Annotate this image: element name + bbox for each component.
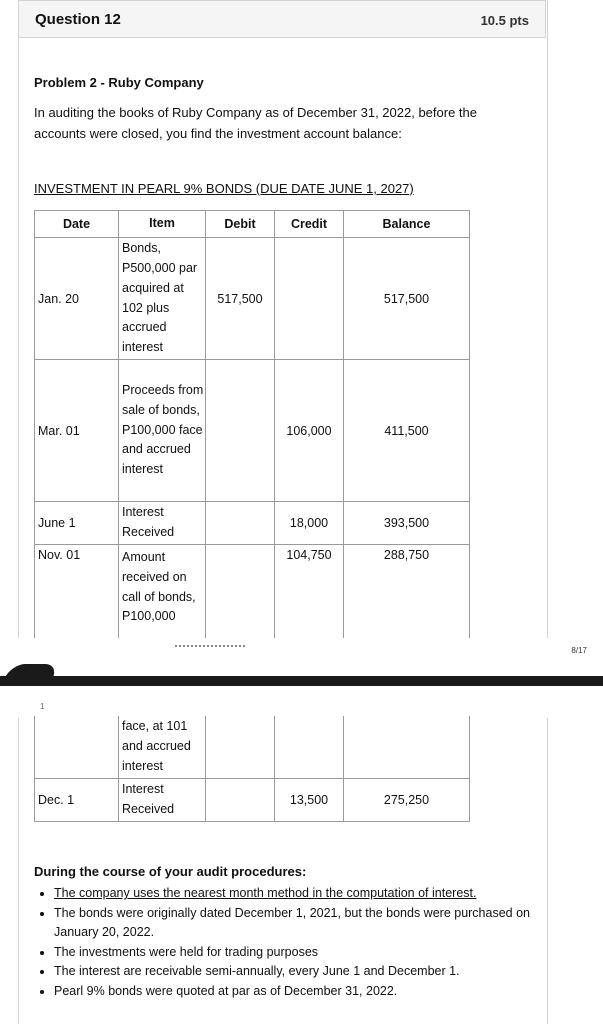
row-item: Proceeds from sale of bonds, P100,000 face and accrued interest — [119, 360, 206, 502]
header-date: Date — [35, 211, 119, 238]
problem-intro: In auditing the books of Ruby Company as of December 31, 2022, before the accounts were closed, you find the investment account balance: — [34, 105, 477, 141]
row-balance: 411,500 — [344, 360, 470, 502]
list-item: • Pearl 9% bonds were quoted at par as of December 31, 2022. — [54, 982, 534, 1002]
audit-heading: During the course of your audit procedures: — [34, 864, 307, 879]
row-balance — [344, 716, 470, 778]
divider — [175, 645, 245, 649]
table-row — [35, 502, 470, 545]
row-item: Amount received on call of bonds, P100,000 — [119, 545, 206, 641]
row-date — [35, 716, 119, 778]
list-item — [54, 884, 534, 904]
table-row — [35, 716, 470, 778]
question-header — [18, 0, 546, 38]
row-credit — [275, 716, 344, 778]
header-debit: Debit — [206, 211, 275, 238]
row-debit — [206, 778, 275, 821]
row-item: face, at 101 and accrued interest — [119, 716, 206, 778]
list-item: • The bonds were originally dated December 1, 2021, but the bonds were purchased on January 20, 2022. — [54, 904, 534, 943]
row-date: June 1 — [35, 502, 119, 545]
table-row — [35, 778, 470, 821]
row-item: Bonds, P500,000 par acquired at 102 plus accrued interest — [119, 238, 206, 360]
row-credit: 106,000 — [275, 360, 344, 502]
list-item: • The interest are receivable semi-annually, every June 1 and December 1. — [54, 962, 534, 982]
row-balance: 288,750 — [344, 545, 470, 641]
header-credit: Credit — [275, 211, 344, 238]
row-item: Interest Received — [119, 778, 206, 821]
table-row — [35, 360, 470, 502]
row-debit: 517,500 — [206, 238, 275, 360]
header-item: Item — [119, 211, 206, 238]
row-credit: 13,500 — [275, 778, 344, 821]
row-date: Jan. 20 — [35, 238, 119, 360]
ledger-table-continued — [34, 716, 470, 822]
table-row — [35, 545, 470, 641]
ledger-table — [34, 210, 470, 641]
ledger-header-row — [35, 211, 470, 238]
row-credit: 18,000 — [275, 502, 344, 545]
question-points: 10.5 pts — [480, 13, 529, 28]
question-title: Question 12 — [35, 11, 121, 28]
row-credit: 104,750 — [275, 545, 344, 641]
table-row — [35, 238, 470, 360]
row-item: Interest Received — [119, 502, 206, 545]
list-item-text: The company uses the nearest month method in the computation of interest. — [54, 886, 477, 900]
row-debit — [206, 502, 275, 545]
row-balance: 275,250 — [344, 778, 470, 821]
row-date: Dec. 1 — [35, 778, 119, 821]
ledger-title: INVESTMENT IN PEARL 9% BONDS (DUE DATE JUNE 1, 2027) — [34, 181, 414, 196]
audit-list — [34, 884, 534, 1001]
row-debit — [206, 360, 275, 502]
header-balance: Balance — [344, 211, 470, 238]
dark-bar — [0, 676, 603, 686]
problem-title: Problem 2 - Ruby Company — [34, 75, 204, 90]
row-date: Nov. 01 — [35, 545, 119, 641]
margin-mark: 1 — [40, 702, 45, 711]
row-balance: 517,500 — [344, 238, 470, 360]
row-debit — [206, 545, 275, 641]
row-balance: 393,500 — [344, 502, 470, 545]
list-item: • The investments were held for trading purposes — [54, 943, 534, 963]
page-indicator: 8/17 — [571, 646, 587, 655]
row-credit — [275, 238, 344, 360]
row-debit — [206, 716, 275, 778]
row-date: Mar. 01 — [35, 360, 119, 502]
